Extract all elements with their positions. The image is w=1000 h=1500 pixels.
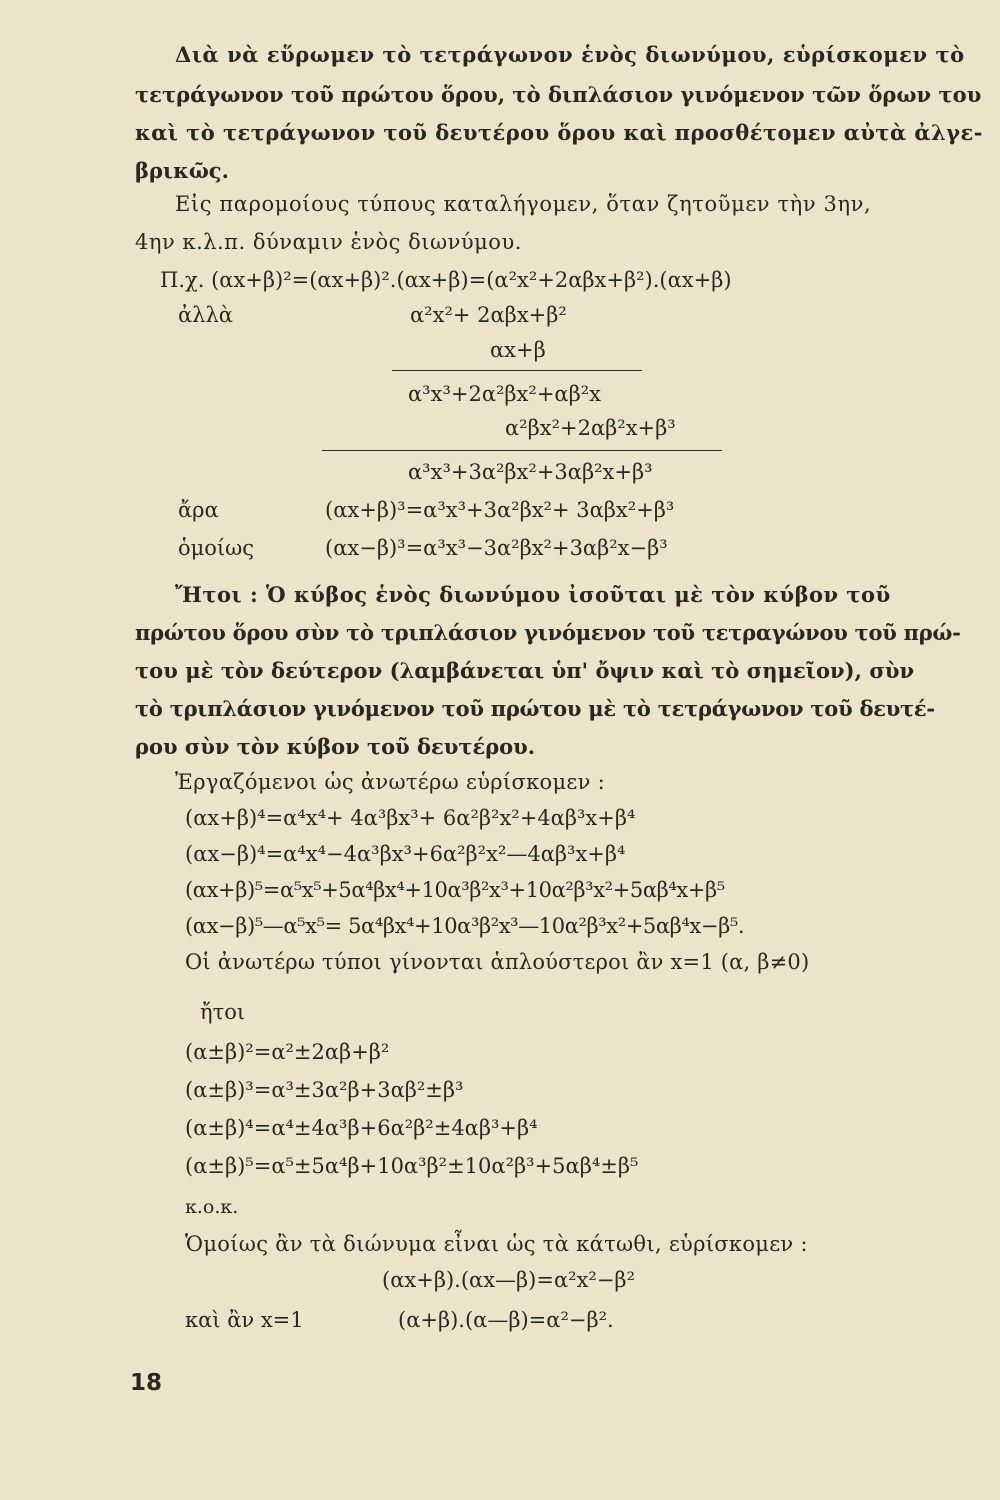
page-number: 18 <box>130 1370 163 1396</box>
multiplication-rule <box>392 370 642 371</box>
text-line: 4ην κ.λ.π. δύναμιν ἑνὸς διωνύμου. <box>135 230 522 254</box>
formula-line: α²x²+ 2αβx+β² <box>410 303 567 327</box>
text-line: ἤτοι <box>200 1000 246 1024</box>
formula-line: αx+β <box>490 338 546 362</box>
text-line: Διὰ νὰ εὕρωμεν τὸ τετράγωνον ἑνὸς διωνύμου, εὑρίσκομεν τὸ <box>175 42 965 67</box>
formula-line: (α±β)²=α²±2αβ+β² <box>185 1040 390 1064</box>
rule-statement: του μὲ τὸν δεύτερον (λαμβάνεται ὑπ' ὄψιν καὶ τὸ σημεῖον), σὺν <box>135 658 915 683</box>
formula-line: (αx+β)⁴=α⁴x⁴+ 4α³βx³+ 6α²β²x²+4αβ³x+β⁴ <box>185 806 636 830</box>
text-line: Ἐργαζόμενοι ὡς ἀνωτέρω εὑρίσκομεν : <box>175 770 606 794</box>
sum-rule <box>322 450 722 451</box>
formula-line: Π.χ. (αx+β)²=(αx+β)².(αx+β)=(α²x²+2αβx+β²).(αx+β) <box>160 268 732 292</box>
text-line: ἀλλὰ <box>178 303 233 327</box>
text-line: καὶ ἂν x=1 <box>185 1308 304 1332</box>
formula-line: (αx+β)³=α³x³+3α²βx²+ 3αβx²+β³ <box>325 498 675 522</box>
rule-statement: Ἤτοι : Ὁ κύβος ἑνὸς διωνύμου ἰσοῦται μὲ τὸν κύβον τοῦ <box>175 582 891 607</box>
rule-statement: ρου σὺν τὸν κύβον τοῦ δευτέρου. <box>135 734 536 759</box>
formula-line: (α±β)⁴=α⁴±4α³β+6α²β²±4αβ³+β⁴ <box>185 1116 538 1140</box>
formula-line: (αx−β)⁵—α⁵x⁵= 5α⁴βx⁴+10α³β²x³—10α²β³x²+5αβ⁴x−β⁵. <box>185 914 745 938</box>
text-line: βρικῶς. <box>135 158 229 183</box>
formula-line: (αx+β).(αx—β)=α²x²−β² <box>382 1268 635 1292</box>
text-line: ὁμοίως <box>178 536 255 560</box>
text-line: κ.ο.κ. <box>185 1196 239 1218</box>
text-line: τετράγωνον τοῦ πρώτου ὅρου, τὸ διπλάσιον γινόμενον τῶν ὅρων του <box>135 82 982 107</box>
formula-line: (α±β)⁵=α⁵±5α⁴β+10α³β²±10α²β³+5αβ⁴±β⁵ <box>185 1154 639 1178</box>
formula-line: (α+β).(α—β)=α²−β². <box>398 1308 614 1332</box>
text-line: ἄρα <box>178 498 219 522</box>
formula-line: (αx−β)³=α³x³−3α²βx²+3αβ²x−β³ <box>325 536 668 560</box>
formula-line: (α±β)³=α³±3α²β+3αβ²±β³ <box>185 1078 464 1102</box>
text-line: καὶ τὸ τετράγωνον τοῦ δευτέρου ὅρου καὶ προσθέτομεν αὐτὰ ἀλγε- <box>135 120 983 145</box>
rule-statement: τὸ τριπλάσιον γινόμενον τοῦ πρώτου μὲ τὸ τετράγωνον τοῦ δευτέ- <box>135 696 935 721</box>
formula-line: α³x³+2α²βx²+αβ²x <box>408 382 601 406</box>
text-line: Εἰς παρομοίους τύπους καταλήγομεν, ὅταν ζητοῦμεν τὴν 3ην, <box>175 192 872 216</box>
formula-line: α²βx²+2αβ²x+β³ <box>505 416 676 440</box>
formula-line: (αx+β)⁵=α⁵x⁵+5α⁴βx⁴+10α³β²x³+10α²β³x²+5αβ⁴x+β⁵ <box>185 878 725 902</box>
text-line: Οἱ ἀνωτέρω τύποι γίνονται ἁπλούστεροι ἂν x=1 (α, β≠0) <box>185 950 810 974</box>
text-line: Ὁμοίως ἂν τὰ διώνυμα εἶναι ὡς τὰ κάτωθι, εὑρίσκομεν : <box>185 1232 808 1256</box>
formula-line: α³x³+3α²βx²+3αβ²x+β³ <box>408 460 653 484</box>
rule-statement: πρώτου ὅρου σὺν τὸ τριπλάσιον γινόμενον τοῦ τετραγώνου τοῦ πρώ- <box>135 620 961 645</box>
formula-line: (αx−β)⁴=α⁴x⁴−4α³βx³+6α²β²x²—4αβ³x+β⁴ <box>185 842 626 866</box>
